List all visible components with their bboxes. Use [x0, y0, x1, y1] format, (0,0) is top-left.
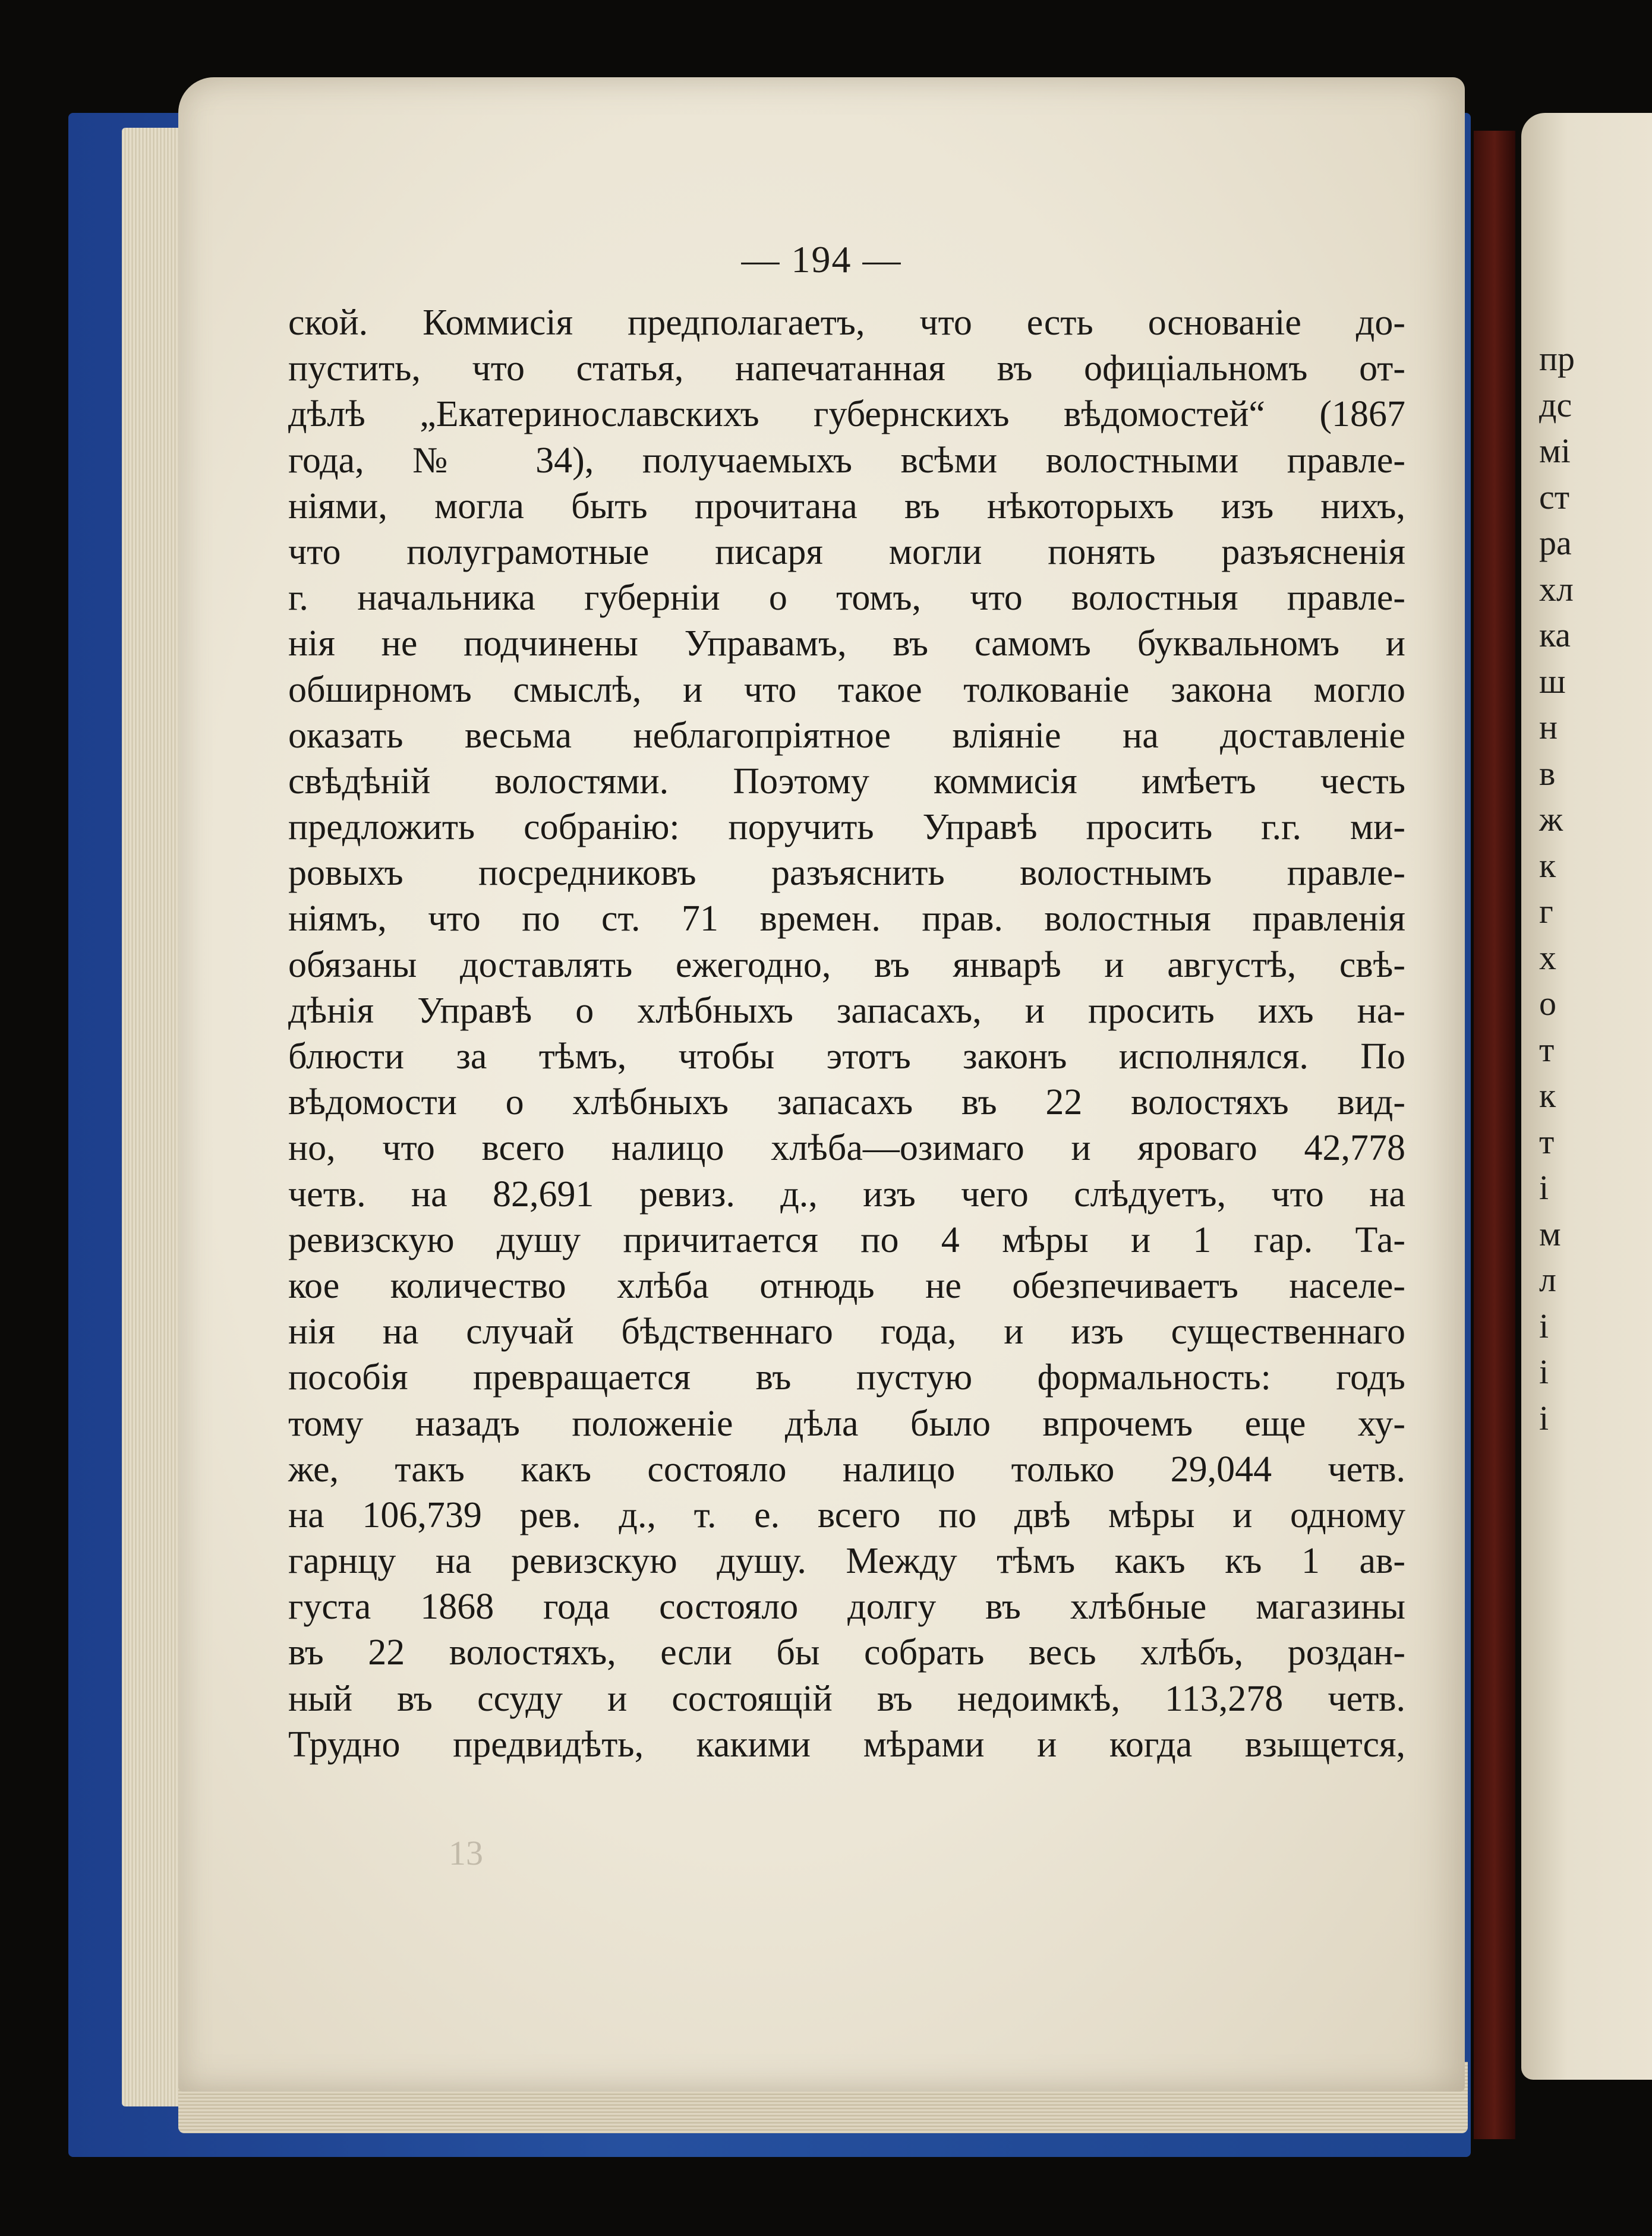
fragment: ш: [1539, 661, 1566, 701]
text-line: дѣнія Управѣ о хлѣбныхъ запасахъ, и просить ихъ на-: [288, 990, 1405, 1031]
text-line: на 106,739 рев. д., т. е. всего по двѣ мѣры и одному: [288, 1494, 1405, 1535]
text-line: но, что всего налицо хлѣба—озимаго и яроваго 42,778: [288, 1128, 1405, 1169]
text-line: нія на случай бѣдственнаго года, и изъ существеннаго: [288, 1311, 1405, 1352]
fragment: ка: [1539, 616, 1571, 654]
fragment: і: [1539, 1352, 1549, 1391]
fragment: к: [1539, 1076, 1556, 1115]
text-line: ревизскую душу причитается по 4 мѣры и 1 гар. Та-: [288, 1219, 1405, 1260]
fragment: дс: [1539, 385, 1572, 424]
text-line: пособія превращается въ пустую формальность: годъ: [288, 1357, 1405, 1398]
fragment: м: [1539, 1214, 1561, 1253]
fragment: ра: [1539, 523, 1572, 562]
text-line: ніямъ, что по ст. 71 времен. прав. волостныя правленія: [288, 898, 1405, 939]
text-line: въ 22 волостяхъ, если бы собрать весь хлѣбъ, роздан-: [288, 1632, 1405, 1673]
fragment: мі: [1539, 431, 1571, 470]
page-number: — 194 —: [741, 238, 902, 280]
text-line: ровыхъ посредниковъ разъяснить волостнымъ правле-: [288, 853, 1405, 894]
text-line: что полуграмотные писаря могли понять разъясненія: [288, 531, 1405, 572]
fragment: ст: [1539, 477, 1570, 516]
signature-mark: 13: [449, 1834, 483, 1872]
fragment: ж: [1539, 800, 1563, 838]
text-line: кое количество хлѣба отнюдь не обезпечиваетъ населе-: [288, 1265, 1405, 1306]
text-line: Трудно предвидѣть, какими мѣрами и когда взыщется,: [288, 1724, 1405, 1765]
text-line: гарнцу на ревизскую душу. Между тѣмъ какъ къ 1 ав-: [288, 1541, 1405, 1582]
fragment: г: [1539, 892, 1553, 931]
text-line: года, № 34), получаемыхъ всѣми волостными правле-: [288, 440, 1405, 481]
fragment: і: [1539, 1168, 1549, 1207]
fragment: л: [1539, 1260, 1556, 1299]
fragment: к: [1539, 846, 1556, 885]
fragment: х: [1539, 938, 1556, 977]
text-line: свѣдѣній волостями. Поэтому коммисія имѣетъ честь: [288, 761, 1405, 802]
text-line: предложить собранію: поручить Управѣ просить г.г. ми-: [288, 807, 1405, 848]
text-line: тому назадъ положеніе дѣла было впрочемъ еще ху-: [288, 1403, 1405, 1444]
fragment: пр: [1539, 339, 1575, 378]
text-line: ніями, могла быть прочитана въ нѣкоторыхъ изъ нихъ,: [288, 485, 1405, 526]
book-gutter: [1474, 131, 1515, 2139]
text-line: же, такъ какъ состояло налицо только 29,044 четв.: [288, 1449, 1405, 1490]
text-line: г. начальника губерніи о томъ, что волостныя правле-: [288, 578, 1405, 619]
text-line: нія не подчинены Управамъ, въ самомъ буквальномъ и: [288, 623, 1405, 664]
text-line: дѣлѣ „Екатеринославскихъ губернскихъ вѣдомостей“ (1867: [288, 394, 1405, 435]
fragment: о: [1539, 984, 1556, 1023]
fragment: і: [1539, 1306, 1549, 1345]
fragment: хл: [1539, 569, 1574, 608]
fragment: т: [1539, 1030, 1555, 1069]
fragment: н: [1539, 708, 1558, 746]
text-line: густа 1868 года состояло долгу въ хлѣбные магазины: [288, 1587, 1405, 1628]
page-body-text: [288, 300, 1405, 1768]
fragment: в: [1539, 753, 1556, 793]
text-line: обширномъ смыслѣ, и что такое толкованіе закона могло: [288, 669, 1405, 710]
fragment: і: [1539, 1398, 1549, 1437]
text-line: ный въ ссуду и состоящій въ недоимкѣ, 113,278 четв.: [288, 1678, 1405, 1719]
text-line: вѣдомости о хлѣбныхъ запасахъ въ 22 волостяхъ вид-: [288, 1082, 1405, 1123]
text-line: ской. Коммисія предполагаетъ, что есть основаніе до-: [288, 302, 1405, 343]
text-line: четв. на 82,691 ревиз. д., изъ чего слѣдуетъ, что на: [288, 1174, 1405, 1215]
text-line: обязаны доставлять ежегодно, въ январѣ и августѣ, свѣ-: [288, 944, 1405, 985]
text-line: блюсти за тѣмъ, чтобы этотъ законъ исполнялся. По: [288, 1036, 1405, 1077]
text-line: пустить, что статья, напечатанная въ офиціальномъ от-: [288, 348, 1405, 389]
text-line: оказать весьма неблагопріятное вліяніе на доставленіе: [288, 715, 1405, 756]
facing-page-text: [1539, 336, 1652, 1441]
fragment: т: [1539, 1122, 1555, 1161]
